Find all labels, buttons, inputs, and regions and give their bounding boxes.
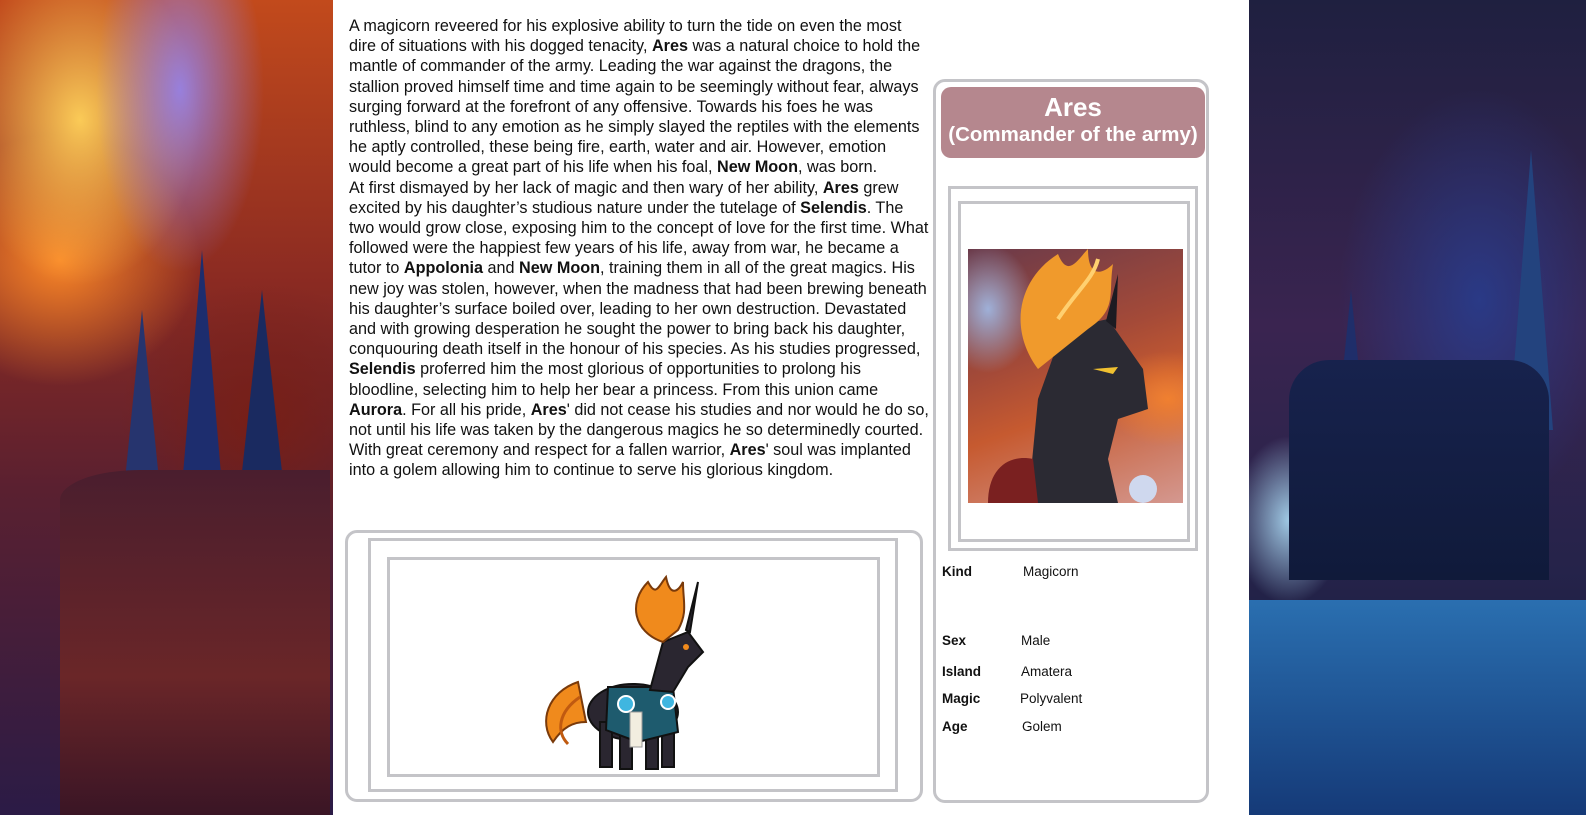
info-value: Polyvalent [1020,691,1083,706]
infobox-title [941,87,1205,158]
text-run: . For all his pride, [402,400,531,419]
info-value: Golem [1022,719,1062,734]
castle-wall [60,470,330,815]
name-highlight: New Moon [519,259,600,278]
info-label: Kind [942,564,972,579]
name-highlight: Appolonia [403,259,484,278]
text-run: . The two would grow close, exposing him to the concept of love for the first time. What followed were the happiest few years of his life, away from war, he became a tutor to [349,198,929,278]
castle-building [1289,360,1549,580]
name-highlight: Ares [822,178,859,197]
text-run: , was born. [797,158,878,177]
character-portrait-image [968,249,1183,503]
name-highlight: Selendis [800,198,867,217]
name-highlight: Aurora [349,400,403,419]
text-run: grew excited by his daughter’s studious nature under the tutelage of [349,178,899,217]
character-name: Ares [1044,92,1102,122]
text-run: ' soul was implanted into a golem allowing him to continue to serve his glorious kingdom. [349,441,911,480]
castle-spire [240,290,284,490]
text-run: proferred him the most glorious of opportunities to prolong his bloodline, selecting him to help her bear a princess. From this union came [349,360,879,399]
background-art-right [1249,0,1586,815]
info-label: Age [942,719,968,734]
name-highlight: Ares [651,37,688,56]
text-run: ' did not cease his studies and nor would he do so, not until his life was taken by the dangerous magics he so determinedly courted. With great ceremony and respect for a fallen warrior, [349,400,929,460]
text-run: , training them in all of the great magics. His new joy was stolen, however, when the madness that had been brewing beneath his daughter’s surface boiled over, leading to her own destruction. Devastated and with growing desperation he sought the power to bring back his daughter, conquouring death itself in the honour of his species. As his studies progressed, [349,259,927,359]
info-label: Sex [942,633,967,648]
background-art-left [0,0,333,815]
illustration-border-inner [387,557,880,777]
text-run: was a natural choice to hold the mantle of commander of the army. Leading the war against the dragons, the stallion proved himself time and time again to be seemingly without fear, always surging forward at the forefront of any offensive. Towards his foes he was ruthless, blind to any emotion as he simply slayed the reptiles with the elements he aptly controlled, these being fire, earth, water and air. However, emotion would become a great part of his life when his foal, [349,37,921,177]
portrait-frame [948,186,1198,551]
info-label: Island [942,664,982,679]
character-role: (Commander of the army) [948,123,1198,146]
info-value: Amatera [1021,664,1073,679]
name-highlight: Ares [729,441,766,460]
info-value: Magicorn [1023,564,1079,579]
character-infobox [933,79,1209,803]
info-label: Magic [942,691,981,706]
info-value: Male [1021,633,1051,648]
character-page [333,0,1249,815]
portrait-border [958,201,1190,542]
biography-text [349,16,929,481]
illustration-border-outer [368,538,898,792]
text-run: At first dismayed by her lack of magic and then wary of her ability, [349,178,823,197]
portrait-art [968,249,1183,503]
name-highlight: Ares [530,400,567,419]
text-run: and [483,259,520,278]
name-highlight: New Moon [717,158,798,177]
biography-paragraph-1 [349,16,929,178]
illustration-frame [345,530,923,802]
biography-paragraph-2 [349,178,929,481]
courtyard-pool [1249,600,1586,815]
pony-sprite-image [538,572,718,777]
text-run: A magicorn reveered for his explosive ability to turn the tide on even the most dire of situations with his dogged tenacity, [349,17,902,56]
name-highlight: Selendis [349,360,416,379]
